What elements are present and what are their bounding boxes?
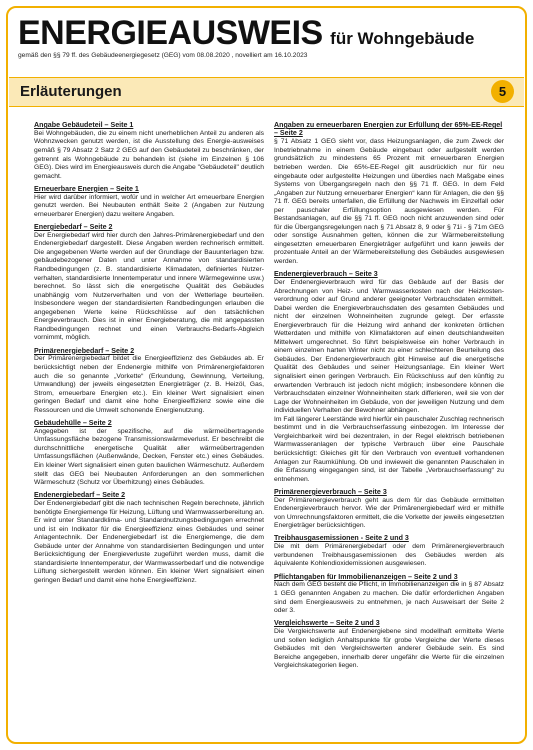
section-body: Der Primärenergieverbrauch geht aus dem für das Gebäude ermittelten Endenergieverbrauch hervor. Wie der Primärenergiebedarf wird er mithilfe von Umrechnungsfaktoren ermittelt, die die Vorkette der jeweils eingesetzten Energieträger berücksichtigen.: [274, 496, 504, 530]
left-column: [34, 121, 264, 736]
explanation-section: [34, 347, 264, 416]
document-subtitle: für Wohngebäude: [330, 29, 475, 48]
section-body: Im Fall längerer Leerstände wird hierfür ein pauschaler Zuschlag rechnerisch bestimmt und in die Verbrauchserfassung einbezogen. Im Interesse der Vergleichbarkeit wird bei dezentralen, in der Regel elektrisch betriebenen Warmwasseranlagen der typische Verbrauch über eine Pauschale berücksichtigt: Gleiches gilt für den Verbrauch von eventuell vorhandenen Anlagen zur Raumkühlung. Ob und inwieweit die genannten Pauschalen in die Erfassung eingegangen sind, ist der Tabelle „Verbrauchserfassung“ zu entnehmen.: [274, 415, 504, 483]
section-band: [9, 77, 524, 107]
page-number-badge: 5: [491, 80, 514, 103]
section-heading: Gebäudehülle – Seite 2: [34, 418, 112, 427]
section-heading: Energiebedarf – Seite 2: [34, 222, 113, 231]
section-body: Hier wird darüber informiert, wofür und in welcher Art erneuerbare Energien genutzt werden. Bei Neubauten enthält Seite 2 (Angaben zur Nutzung erneuerbarer Energien) dazu weitere Angaben.: [34, 193, 264, 218]
section-body: Der Primärenergiebedarf bildet die Energieeffizienz des Gebäudes ab. Er berücksichtigt neben der Endenergie mithilfe von Primärenergiefaktoren auch die so genannte „Vorkette“ (Erkundung, Gewinnung, Verteilung, Umwandlung) der jeweils eingesetzten Energieträger (z. B. Heizöl, Gas, Strom, erneuerbare Energien etc.). Ein kleiner Wert signalisiert einen geringen Bedarf und damit eine hohe Energieeffizienz sowie eine die Ressourcen und die Umwelt schonende Energienutzung.: [34, 355, 264, 414]
section-heading: Primärenergiebedarf – Seite 2: [34, 346, 135, 355]
explanation-section: [34, 121, 264, 181]
section-heading: Endenergiebedarf – Seite 2: [34, 491, 126, 500]
section-heading: Treibhausgasemissionen - Seite 2 und 3: [274, 534, 409, 543]
section-heading: Erneuerbare Energien – Seite 1: [34, 184, 139, 193]
section-body: Der Endenergiebedarf gibt die nach technischen Regeln berechnete, jährlich benötigte Energiemenge für Heizung, Lüftung und Warmwasserbereitung an. Er wird unter Standardklima- und Standardnutzungsbedingungen errechnet und ist ein Indikator für die Energieeffizienz eines Gebäudes und seiner Anlagentechnik. Der Endenergiebedarf ist die Energiemenge, die dem Gebäude unter der Annahme von standardisierten Bedingungen und unter Berücksichtigung der Energieverluste zugeführt werden muss, damit die standardisierte Innentemperatur, der Warmwasserbedarf und die notwendige Lüftung sichergestellt werden können. Ein kleiner Wert signalisiert einen geringen Bedarf und damit eine hohe Energieeffizienz.: [34, 500, 264, 585]
section-heading: Pflichtangaben für Immobilienanzeigen – Seite 2 und 3: [274, 572, 458, 581]
section-body: § 71 Absatz 1 GEG sieht vor, dass Heizungsanlagen, die zum Zweck der Inbetriebnahme in einem Gebäude eingebaut oder aufgestellt werden grundsätzlich zu mindestens 65 Prozent mit erneuerbaren Energien betrieben werden. Die 65%-EE-Regel gilt ausdrücklich nur für neu eingebaute oder aufgestellte Heizungen und überdies nach Maßgabe eines Systems von Übergangsregeln nach den §§ 71 ff. GEG. In dem Feld „Angaben zur Nutzung erneuerbarer Energien“ kann für Anlagen, die den §§ 71 ff. GEG bereits unterfallen, die Erfüllung der Nachweis im Einzelfall oder per pauschaler Erfüllungsoption ausgewiesen werden. Für Bestandsanlagen, auf die §§ 71 ff. GEG noch nicht anzuwenden sind oder für die Übergangsregelungen nach § 71 Absatz 8, 9 oder § 71i - § 71m GEG oder sonstige Ausnahmen gelten, können die zur Wärmebereitstellung eingesetzten erneuerbaren Energieträger aufgeführt und kann jeweils der prozentuale Anteil an der Wärmebereitstellung des Gebäudes ausgewiesen werden.: [274, 138, 504, 265]
right-column: [274, 121, 504, 736]
section-body: Bei Wohngebäuden, die zu einem nicht unerheblichen Anteil zu anderen als Wohnzwecken genutzt werden, ist die Ausstellung des Energie-ausweises gemäß § 79 Absatz 2 Satz 2 GEG auf den Gebäudeteil zu beschränken, der getrennt als Wohngebäude zu behandeln ist (siehe im Einzelnen § 106 GEG). Dies wird im Energieausweis durch die Angabe "Gebäudeteil" deutlich gemacht.: [34, 129, 264, 180]
document-title: ENERGIEAUSWEIS: [18, 14, 323, 52]
explanation-section: [34, 223, 264, 343]
explanation-section: [274, 534, 504, 569]
section-heading: Angaben zu erneuerbaren Energien zur Erfüllung der 65%-EE-Regel – Seite 2: [274, 121, 503, 138]
section-body: Der Energiebedarf wird hier durch den Jahres-Primärenergiebedarf und den Endenergiebedarf dargestellt. Diese Angaben werden rechnerisch ermittelt. Die angegebenen Werte werden auf der Grundlage der Bauunterlagen bzw. gebäudebezogener Daten und unter Annahme von standardisierten Randbedingungen (z. B. standardisierte Klimadaten, definiertes Nutzer-verhalten, standardisierte Innentemperatur und innere Wärmegewinne usw.) berechnet. So lässt sich die energetische Qualität des Gebäudes unabhängig vom Nutzerverhalten und von der Wetterlage beurteilen. Insbesondere wegen der standardisierten Randbedingungen erlauben die angegebenen Werte keine Rückschlüsse auf den tatsächlichen Energieverbrauch. Dies ist in einer Energieberatung, die mit angepassten Randbedingungen rechnet und einen Verbrauchs-Bedarfs-Abgleich vornimmt, möglich.: [34, 231, 264, 342]
explanation-section: [274, 270, 504, 484]
explanation-section: [274, 121, 504, 267]
explanations-body: [34, 121, 505, 736]
document-header: [18, 16, 518, 59]
explanation-section: [274, 488, 504, 531]
section-heading: Angabe Gebäudeteil – Seite 1: [34, 121, 134, 129]
explanation-section: [274, 619, 504, 671]
explanation-section: [274, 573, 504, 616]
section-body: Die Vergleichswerte auf Endenergiebene sind modellhaft ermittelte Werte und sollen lediglich Anhaltspunkte für grobe Vergleiche der Werte dieses Gebäudes mit den Vergleichswerten anderer Gebäude sein. Es sind Bereiche angegeben, innerhalb derer ungefähr die Werte für die einzelnen Vergleichskategorien liegen.: [274, 628, 504, 670]
section-heading: Vergleichswerte – Seite 2 und 3: [274, 619, 380, 628]
section-heading: Primärenergieverbrauch – Seite 3: [274, 487, 387, 496]
explanation-section: [34, 491, 264, 585]
section-heading: Endenergieverbrauch – Seite 3: [274, 270, 378, 279]
explanation-section: [34, 185, 264, 220]
section-body: Nach dem GEG besteht die Pflicht, in Immobilienanzeigen die in § 87 Absatz 1 GEG genannten Angaben zu machen. Die dafür erforderlichen Angaben sind dem Energieausweis zu entnehmen, je nach Ausweisart der Seite 2 oder 3.: [274, 581, 504, 615]
section-body: Die mit dem Primärenergiebedarf oder dem Primärenergieverbrauch verbundenen Treibhausgasemissionen des Gebäudes werden als äquivalente Kohlendioxidemissionen ausgewiesen.: [274, 543, 504, 568]
section-body: Angegeben ist der spezifische, auf die wärmeübertragende Umfassungsfläche bezogene Transmissionswärmeverlust. Er beschreibt die durchschnittliche energetische Qualität aller wärmeübertragenden Umfassungsflächen (Außenwände, Decken, Fenster etc.) eines Gebäudes. Ein kleiner Wert signalisiert einen guten baulichen Wärmeschutz. Außerdem stellt das GEG bei Neubauten Anforderungen an den sommerlichen Wärmeschutz (Schutz vor Überhitzung) eines Gebäudes.: [34, 427, 264, 487]
legal-basis-line: gemäß den §§ 79 ff. des Gebäudeenergiegesetz (GEG) vom 08.08.2020 , novelliert am 16.10.2023: [18, 52, 308, 59]
section-body: Der Endenergieverbrauch wird für das Gebäude auf der Basis der Abrechnungen von Heiz- und Warmwasserkosten nach der Heizkosten-verordnung oder auf Grund anderer geeigneter Verbrauchsdaten ermittelt. Dabei werden die Energieverbrauchsdaten des gesamten Gebäudes und nicht der einzelnen Wohneinheiten zugrunde gelegt. Der erfasste Energieverbrauch für die Heizung wird anhand der konkreten örtlichen Wetterdaten und mithilfe von Klimafaktoren auf einen deutschlandweiten Mittelwert umgerechnet. So führt beispielsweise ein hoher Verbrauch in einem einzelnen harten Winter nicht zu einer schlechteren Beurteilung des Gebäudes. Der Endenergieverbrauch gibt Hinweise auf die energetische Qualität des Gebäudes und seiner Heizungsanlage. Ein kleiner Wert signalisiert einen geringen Verbrauch. Ein Rückschluss auf den künftig zu erwartenden Verbrauch ist jedoch nicht möglich; insbesondere können die Verbrauchsdaten einzelner Wohneinheiten stark differieren, weil sie von der Lage der Wohneinheiten im Gebäude, von der jeweiligen Nutzung und dem individuellen Verhalten der Bewohner abhängen.: [274, 279, 504, 415]
section-title: Erläuterungen: [20, 83, 122, 100]
explanation-section: [34, 419, 264, 488]
